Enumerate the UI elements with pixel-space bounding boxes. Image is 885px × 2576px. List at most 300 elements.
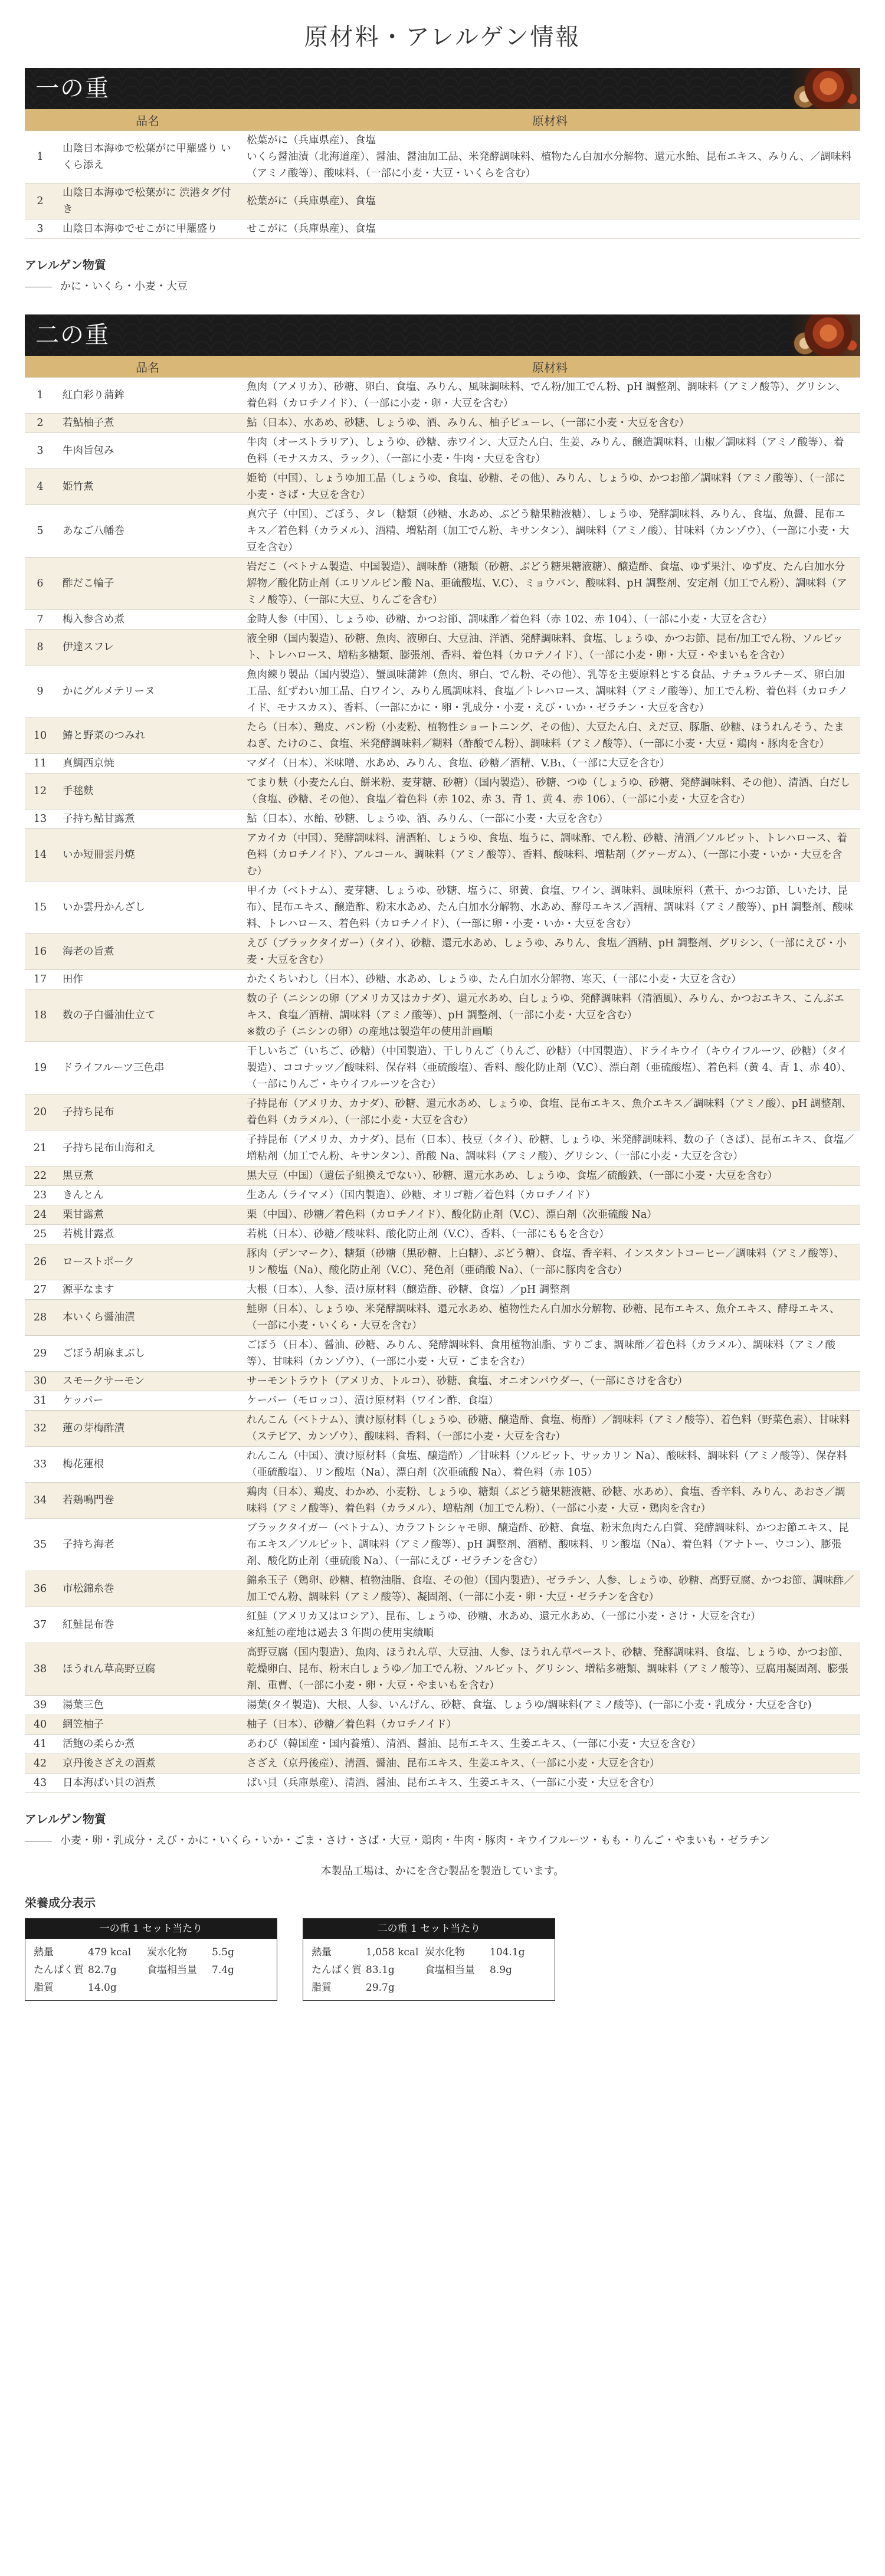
ingredients-text xyxy=(240,610,860,630)
text-line: 京丹後さざえの酒煮 xyxy=(63,1758,156,1769)
text-line: 10 xyxy=(33,730,47,742)
product-name xyxy=(55,1205,240,1225)
text-line: 12 xyxy=(33,785,47,797)
ingredients-text xyxy=(240,1130,860,1166)
text-line: 錦糸玉子（鶏卵、砂糖、植物油脂、食塩、その他）（国内製造）、ゼラチン、人参、しょうゆ、砂糖、高野豆腐、かつお節、調味酢／加工でん粉、調味料（アミノ酸等）、凝固剤、（一部に小麦・卵・大豆・ゼラチンを含む） xyxy=(247,1575,854,1603)
nutrient-label: 熱量 xyxy=(34,1946,54,1958)
ingredients-text xyxy=(240,505,860,558)
row-number xyxy=(25,1754,55,1774)
text-line: 松葉がに（兵庫県産）、食塩 xyxy=(247,195,376,207)
text-line: れんこん（ベトナム）、漬け原材料（しょうゆ、砂糖、醸造酢、食塩、梅酢）／調味料（アミノ酸等）、着色料（野菜色素）、甘味料（ステビア、カンゾウ）、酸味料、香料、（一部に小麦・大豆を含む） xyxy=(247,1414,850,1443)
table-row xyxy=(25,1336,860,1372)
text-line: 24 xyxy=(33,1209,47,1221)
table-row xyxy=(25,1696,860,1715)
text-line: 7 xyxy=(37,614,44,625)
row-number xyxy=(25,809,55,829)
table-row xyxy=(25,131,860,183)
ingredients-text xyxy=(240,1754,860,1774)
column-header-no xyxy=(25,109,55,131)
text-line: スモークサーモン xyxy=(63,1375,145,1387)
ingredients-text xyxy=(240,666,860,718)
product-name xyxy=(55,774,240,809)
ingredients-text xyxy=(240,1696,860,1715)
text-line: 松葉がに（兵庫県産）、食塩 xyxy=(247,135,376,146)
allergen-text: かに・いくら・小麦・大豆 xyxy=(60,280,188,293)
table-row xyxy=(25,610,860,630)
ingredients-text xyxy=(240,718,860,754)
text-line: 38 xyxy=(33,1663,47,1675)
text-line: 1 xyxy=(37,389,44,401)
row-number xyxy=(25,433,55,469)
row-number xyxy=(25,1336,55,1372)
table-row xyxy=(25,1774,860,1793)
text-line: 22 xyxy=(33,1170,47,1182)
row-number xyxy=(25,183,55,219)
text-line: 梅花蓮根 xyxy=(63,1459,104,1470)
section-header-ni xyxy=(25,314,860,356)
text-line: 20 xyxy=(33,1106,47,1118)
text-line: 6 xyxy=(37,578,44,589)
row-number xyxy=(25,378,55,414)
row-number xyxy=(25,1280,55,1300)
text-line: 数の子（ニシンの卵（アメリカ又はカナダ）、還元水あめ、白しょうゆ、発酵調味料（清酒風）、みりん、かつおエキス、こんぶエキス、食塩／酒精、調味料（アミノ酸等）、pH 調整剤、（一部に小麦・大豆を含む） xyxy=(247,993,844,1021)
allergen-list xyxy=(25,1832,860,1850)
product-name xyxy=(55,1571,240,1607)
text-line: 豚肉（デンマーク）、糖類（砂糖（黒砂糖、上白糖）、ぶどう糖）、食塩、香辛料、インスタントコーヒー／調味料（アミノ酸等）、リン酸塩（Na）、酸化防止剤（V.C）、発色剤（亜硝酸 Na）、（一部に豚肉を含む） xyxy=(247,1248,844,1276)
row-number xyxy=(25,1715,55,1735)
text-line: 子持ち鮎甘露煮 xyxy=(63,813,135,825)
table-row xyxy=(25,469,860,505)
product-name xyxy=(55,1754,240,1774)
text-line: 3 xyxy=(37,445,44,457)
text-line: 手毬麩 xyxy=(63,785,94,797)
row-number xyxy=(25,1225,55,1244)
ingredients-text xyxy=(240,1774,860,1793)
table-row xyxy=(25,1130,860,1166)
row-number xyxy=(25,989,55,1042)
text-line: 8 xyxy=(37,641,44,653)
table-row xyxy=(25,1411,860,1447)
row-number xyxy=(25,630,55,666)
nutrient-value: 7.4g xyxy=(212,1964,234,1976)
text-line: 25 xyxy=(33,1228,47,1240)
nutrition-box-title: 一の重 1 セット当たり xyxy=(25,1919,277,1939)
text-line: 23 xyxy=(33,1189,47,1201)
text-line: 32 xyxy=(33,1423,47,1434)
product-name xyxy=(55,469,240,505)
text-line: 海老の旨煮 xyxy=(63,946,114,958)
text-line: 14 xyxy=(33,849,47,861)
text-line: 鮎（日本）、水飴、砂糖、しょうゆ、酒、みりん、（一部に小麦・大豆を含む） xyxy=(247,813,608,825)
row-number xyxy=(25,1391,55,1411)
nutrient-value: 8.9g xyxy=(490,1964,512,1976)
table-row xyxy=(25,754,860,774)
text-line: 19 xyxy=(33,1062,47,1074)
row-number xyxy=(25,1447,55,1483)
product-name xyxy=(55,1774,240,1793)
row-number xyxy=(25,414,55,433)
product-name xyxy=(55,1130,240,1166)
text-line: 黒大豆（中国）（遺伝子組換えでない）、砂糖、還元水あめ、しょうゆ、食塩／硫酸鉄、（一部に小麦・大豆を含む） xyxy=(247,1170,778,1182)
text-line: 5 xyxy=(37,525,44,537)
table-row xyxy=(25,989,860,1042)
product-name xyxy=(55,1042,240,1094)
text-line: 鰆と野菜のつみれ xyxy=(63,730,145,742)
table-row xyxy=(25,1571,860,1607)
product-name xyxy=(55,1300,240,1336)
ingredients-text xyxy=(240,1280,860,1300)
product-name xyxy=(55,183,240,219)
text-line: 36 xyxy=(33,1583,47,1595)
text-line: 34 xyxy=(33,1495,47,1506)
text-line: 田作 xyxy=(63,974,83,985)
product-name xyxy=(55,1094,240,1130)
ingredients-text xyxy=(240,829,860,881)
ingredients-text xyxy=(240,1571,860,1607)
text-line: 黒豆煮 xyxy=(63,1170,94,1182)
text-line: 1 xyxy=(37,151,44,163)
product-name xyxy=(55,754,240,774)
ingredients-text xyxy=(240,131,860,183)
text-line: ドライフルーツ三色串 xyxy=(63,1062,165,1074)
product-name xyxy=(55,1715,240,1735)
nutrient-value: 29.7g xyxy=(366,1982,395,1994)
nutrition-row xyxy=(34,1961,268,1979)
product-name xyxy=(55,1186,240,1205)
text-line: 干しいちご（いちご、砂糖）（中国製造）、干しりんご（りんご、砂糖）（中国製造）、ドライキウイ（キウイフルーツ、砂糖）（タイ製造）、ココナッツ／酸味料、保存料（亜硫酸塩）、香料、酸化防止剤（V.C）、漂白剤（亜硫酸塩）、着色料（黄 4、青 1、赤 40）、（一部にりんご・キウイフルーツを含む） xyxy=(247,1046,852,1090)
nutrition-row xyxy=(312,1979,546,1997)
nutrition-box-body xyxy=(303,1939,555,2000)
ingredients-table-ni xyxy=(25,356,860,1793)
row-number xyxy=(25,131,55,183)
text-line: あなご八幡巻 xyxy=(63,525,124,537)
column-header-name: 品名 xyxy=(55,356,240,378)
text-line: 42 xyxy=(33,1758,47,1769)
row-number xyxy=(25,970,55,989)
ingredients-text xyxy=(240,630,860,666)
nutrient-label xyxy=(425,1979,490,1997)
nutrient-label: たんぱく質 xyxy=(34,1964,84,1976)
row-number xyxy=(25,829,55,881)
table-row xyxy=(25,881,860,934)
text-line: 43 xyxy=(33,1777,47,1789)
table-row xyxy=(25,809,860,829)
row-number xyxy=(25,1607,55,1643)
row-number xyxy=(25,558,55,610)
product-name xyxy=(55,1519,240,1571)
text-line: たら（日本）、鶏皮、パン粉（小麦粉、植物性ショートニング、その他）、大豆たん白、えだ豆、豚脂、砂糖、ほうれんそう、たまねぎ、たけのこ、食塩、米発酵調味料／糊料（酢酸でん粉）、調味料（アミノ酸等）、（一部に小麦・大豆・鶏肉・豚肉を含む） xyxy=(247,722,844,750)
nutrient-value: 1,058 kcal xyxy=(366,1946,419,1958)
nutrient-label xyxy=(147,1979,212,1997)
text-line: 柚子（日本）、砂糖／着色料（カロチノイド） xyxy=(247,1719,457,1731)
text-line: いか短冊雲丹焼 xyxy=(63,849,135,861)
table-row xyxy=(25,829,860,881)
row-number xyxy=(25,934,55,970)
text-line: 子持ち海老 xyxy=(63,1539,114,1551)
text-line: 液全卵（国内製造）、砂糖、魚肉、液卵白、大豆油、洋酒、発酵調味料、食塩、しょうゆ、かつお節、昆布/加工でん粉、ソルビット、トレハロース、増粘多糖類、膨張剤、香料、着色料（カロテノイド）、（一部に小麦・卵・大豆・やまいもを含む） xyxy=(247,633,843,661)
text-line: 鮎（日本）、水あめ、砂糖、しょうゆ、酒、みりん、柚子ピューレ、（一部に小麦・大豆を含む） xyxy=(247,417,690,429)
ingredients-text xyxy=(240,1447,860,1483)
table-row xyxy=(25,1372,860,1391)
text-line: 子持昆布（アメリカ、カナダ）、昆布（日本）、枝豆（タイ）、砂糖、しょうゆ、米発酵調味料、数の子（さば）、昆布エキス、食塩／増粘剤（加工でん粉、キサンタン）、酢酸 Na、調味料（アミノ酸）、グリシン、（一部に小麦・大豆を含む） xyxy=(247,1134,854,1162)
text-line: 金時人参（中国）、しょうゆ、砂糖、かつお節、調味酢／着色料（赤 102、赤 104）、（一部に小麦・大豆を含む） xyxy=(247,614,772,625)
row-number xyxy=(25,754,55,774)
nutrient-label: たんぱく質 xyxy=(312,1964,362,1976)
section-title: 一の重 xyxy=(35,75,110,102)
text-line: 35 xyxy=(33,1539,47,1551)
table-row xyxy=(25,774,860,809)
ingredients-text xyxy=(240,881,860,934)
nutrient-value: 104.1g xyxy=(490,1946,525,1958)
text-line: 本いくら醤油漬 xyxy=(63,1312,135,1323)
text-line: 牛肉（オーストラリア）、しょうゆ、砂糖、赤ワイン、大豆たん白、生姜、みりん、醸造調味料、山椒／調味料（アミノ酸等）、着色料（モナスカス、ラック）、（一部に小麦・牛肉・大豆を含む） xyxy=(247,437,844,465)
table-row xyxy=(25,1483,860,1519)
row-number xyxy=(25,1094,55,1130)
nutrition-box-ichi xyxy=(25,1918,277,2001)
text-line: 真鯛西京焼 xyxy=(63,758,114,769)
text-line: 33 xyxy=(33,1459,47,1470)
ingredients-text xyxy=(240,183,860,219)
text-line: ※紅鮭の産地は過去 3 年間の使用実績順 xyxy=(247,1627,434,1639)
ingredients-text xyxy=(240,754,860,774)
product-name xyxy=(55,1643,240,1696)
product-name xyxy=(55,989,240,1042)
ingredients-text xyxy=(240,558,860,610)
row-number xyxy=(25,881,55,934)
product-name xyxy=(55,1280,240,1300)
table-row xyxy=(25,1280,860,1300)
table-row xyxy=(25,1735,860,1754)
nutrient-label: 脂質 xyxy=(312,1982,332,1994)
column-header-no xyxy=(25,356,55,378)
table-row xyxy=(25,1042,860,1094)
row-number xyxy=(25,1696,55,1715)
row-number xyxy=(25,1166,55,1186)
text-line: ごぼう胡麻まぶし xyxy=(63,1348,145,1359)
text-line: 2 xyxy=(37,195,44,207)
nutrient-label: 食塩相当量 xyxy=(147,1964,197,1976)
text-line: サーモントラウト（アメリカ、トルコ）、砂糖、食塩、オニオンパウダー、（一部にさけを含む） xyxy=(247,1375,688,1387)
table-row xyxy=(25,970,860,989)
text-line: ごぼう（日本）、醤油、砂糖、みりん、発酵調味料、食用植物油脂、すりごま、調味酢／着色料（カラメル）、調味料（アミノ酸等）、甘味料（カンゾウ）、（一部に小麦・大豆・ごまを含む） xyxy=(247,1339,836,1368)
product-name xyxy=(55,809,240,829)
ingredients-text xyxy=(240,1042,860,1094)
text-line: 山陰日本海ゆでせこがに甲羅盛り xyxy=(63,223,218,235)
text-line: 岩だこ（ベトナム製造、中国製造）、調味酢（糖類（砂糖、ぶどう糖果糖液糖）、醸造酢、食塩、ゆず果汁、ゆず皮、たん白加水分解物／酸化防止剤（エリソルビン酸 Na、亜硫酸塩、V.C）、ミョウバン、酸味料、pH 調整剤、安定剤（加工でん粉）、調味料（アミノ酸等）、（一部に大豆、りんごを含む） xyxy=(247,561,847,606)
column-header-name: 品名 xyxy=(55,109,240,131)
table-row xyxy=(25,1300,860,1336)
product-name xyxy=(55,1166,240,1186)
text-line: 網笠柚子 xyxy=(63,1719,104,1731)
row-number xyxy=(25,1042,55,1094)
food-photo-icon xyxy=(789,68,860,109)
text-line: 栗（中国）、砂糖／着色料（カロチノイド）、酸化防止剤（V.C）、漂白剤（次亜硫酸 Na） xyxy=(247,1209,657,1221)
ingredients-text xyxy=(240,1519,860,1571)
text-line: 紅鮭（アメリカ又はロシア）、昆布、しょうゆ、砂糖、水あめ、還元水あめ、（一部に小麦・さけ・大豆を含む） xyxy=(247,1611,761,1623)
text-line: 魚肉練り製品（国内製造）、蟹風味蒲鉾（魚肉、卵白、でん粉、その他）、乳等を主要原料とする食品、ナチュラルチーズ、卵白加工品、紅ずわい加工品、白ワイン、みりん風調味料、食塩／トレハロース、調味料（アミノ酸等）、加工でん粉、着色料（カロチノイド、モナスカス）、香料、（一部にかに・卵・乳成分・小麦・えび・いか・ゼラチン・大豆を含む） xyxy=(247,669,848,714)
ingredients-text xyxy=(240,934,860,970)
text-line: 生あん（ライマメ）（国内製造）、砂糖、オリゴ糖／着色料（カロチノイド） xyxy=(247,1189,596,1201)
text-line: アカイカ（中国）、発酵調味料、清酒粕、しょうゆ、食塩、塩うに、調味酢、でん粉、砂糖、清酒／ソルビット、トレハロース、着色料（カロチノイド）、アルコール、調味料（アミノ酸等）、香料、酸味料、増粘剤（グァーガム）、（一部に小麦・いか・大豆を含む） xyxy=(247,833,847,877)
ingredients-text xyxy=(240,809,860,829)
table-row xyxy=(25,1166,860,1186)
product-name xyxy=(55,505,240,558)
nutrient-label: 炭水化物 xyxy=(425,1946,465,1958)
text-line: ケッパー xyxy=(63,1395,104,1407)
text-line: 11 xyxy=(33,758,47,769)
text-line: 牛肉旨包み xyxy=(63,445,114,457)
row-number xyxy=(25,610,55,630)
ingredients-text xyxy=(240,1715,860,1735)
text-line: 魚肉（アメリカ）、砂糖、卵白、食塩、みりん、風味調味料、でん粉/加工でん粉、pH 調整剤、調味料（アミノ酸等）、グリシン、着色料（カロチノイド）、（一部に小麦・卵・大豆を含む） xyxy=(247,381,846,409)
text-line: 市松錦糸巻 xyxy=(63,1583,114,1595)
text-line: 数の子白醤油仕立て xyxy=(63,1010,156,1021)
ingredients-text xyxy=(240,219,860,239)
product-name xyxy=(55,558,240,610)
table-row xyxy=(25,718,860,754)
row-number xyxy=(25,1130,55,1166)
table-row xyxy=(25,1186,860,1205)
ingredients-text xyxy=(240,1607,860,1643)
text-line: 子持ち昆布 xyxy=(63,1106,114,1118)
table-row xyxy=(25,414,860,433)
text-line: 湯葉三色 xyxy=(63,1699,104,1711)
product-name xyxy=(55,1372,240,1391)
text-line: 紅白彩り蒲鉾 xyxy=(63,389,124,401)
product-name xyxy=(55,1244,240,1280)
nutrient-label: 食塩相当量 xyxy=(425,1964,475,1976)
ingredients-text xyxy=(240,1205,860,1225)
ingredients-text xyxy=(240,1391,860,1411)
table-row xyxy=(25,183,860,219)
table-row xyxy=(25,378,860,414)
text-line: 日本海ばい貝の酒煮 xyxy=(63,1777,156,1789)
ingredients-text xyxy=(240,1483,860,1519)
text-line: 若桃（日本）、砂糖／酸味料、酸化防止剤（V.C）、香料、（一部にももを含む） xyxy=(247,1228,609,1240)
nutrient-value xyxy=(490,1979,543,1997)
product-name xyxy=(55,1336,240,1372)
allergen-heading: アレルゲン物質 xyxy=(25,258,106,272)
text-line: きんとん xyxy=(63,1189,104,1201)
text-line: 2 xyxy=(37,417,44,429)
product-name xyxy=(55,1696,240,1715)
product-name xyxy=(55,934,240,970)
text-line: 湯葉(タイ製造)、大根、人参、いんげん、砂糖、食塩、しょうゆ/調味料(アミノ酸等)、(一部に小麦・乳成分・大豆を含む) xyxy=(247,1699,812,1711)
nutrient-value xyxy=(212,1979,265,1997)
column-header-ingredients: 原材料 xyxy=(240,109,860,131)
table-row xyxy=(25,666,860,718)
table-row xyxy=(25,1094,860,1130)
ingredients-text xyxy=(240,1225,860,1244)
table-row xyxy=(25,1391,860,1411)
text-line: ケーパー（モロッコ）、漬け原材料（ワイン酢、食塩） xyxy=(247,1395,499,1407)
text-line: ローストポーク xyxy=(63,1256,135,1268)
table-row xyxy=(25,1225,860,1244)
nutrition-heading: 栄養成分表示 xyxy=(25,1896,96,1910)
text-line: 紅鮭昆布巻 xyxy=(63,1619,114,1631)
text-line: えび（ブラックタイガー）（タイ）、砂糖、還元水あめ、しょうゆ、みりん、食塩／酒精、pH 調整剤、グリシン、（一部にえび・小麦・大豆を含む） xyxy=(247,938,847,966)
text-line: 酢だこ輪子 xyxy=(63,578,114,589)
product-name xyxy=(55,1447,240,1483)
text-line: ブラックタイガー（ベトナム）、カラフトシシャモ卵、醸造酢、砂糖、食塩、粉末魚肉たん白質、発酵調味料、かつお節エキス、昆布エキス／ソルビット、調味料（アミノ酸等）、pH 調整剤、酒精、酸味料、リン酸塩（Na）、着色料（アナトー、ウコン）、膨張剤、酸化防止剤（亜硫酸 Na）、（一部にえび・ゼラチンを含む） xyxy=(247,1522,849,1567)
text-line: せこがに（兵庫県産）、食塩 xyxy=(247,223,376,235)
ingredients-text xyxy=(240,970,860,989)
text-line: 栗甘露煮 xyxy=(63,1209,104,1221)
product-name xyxy=(55,1391,240,1411)
text-line: 30 xyxy=(33,1375,47,1387)
ingredients-text xyxy=(240,1735,860,1754)
text-line: 山陰日本海ゆで松葉がに甲羅盛り いくら添え xyxy=(63,143,231,171)
nutrient-label: 脂質 xyxy=(34,1982,54,1994)
text-line: かにグルメテリーヌ xyxy=(63,686,155,697)
product-name xyxy=(55,1411,240,1447)
product-name xyxy=(55,378,240,414)
table-row xyxy=(25,1715,860,1735)
text-line: いくら醤油漬（北海道産）、醤油、醤油加工品、米発酵調味料、植物たん白加水分解物、還元水飴、昆布エキス、みりん、／調味料（アミノ酸等）、酸味料、（一部に小麦・大豆・いくらを含む） xyxy=(247,151,851,179)
ingredients-text xyxy=(240,1300,860,1336)
row-number xyxy=(25,1205,55,1225)
row-number xyxy=(25,1186,55,1205)
table-row xyxy=(25,219,860,239)
text-line: ばい貝（兵庫県産）、清酒、醤油、昆布エキス、生姜エキス、（一部に小麦・大豆を含む） xyxy=(247,1777,660,1789)
text-line: 大根（日本）、人参、漬け原材料（醸造酢、砂糖、食塩）／pH 調整剤 xyxy=(247,1284,571,1296)
ingredients-text xyxy=(240,1643,860,1696)
text-line: 40 xyxy=(33,1719,47,1731)
ingredients-text xyxy=(240,989,860,1042)
text-line: 子持ち昆布山海和え xyxy=(63,1142,156,1154)
nutrient-label: 炭水化物 xyxy=(147,1946,187,1958)
text-line: 真穴子（中国）、ごぼう、タレ（糖類（砂糖、水あめ、ぶどう糖果糖液糖）、しょうゆ、発酵調味料、みりん、食塩、魚醤、昆布エキス／着色料（カラメル）、酒精、増粘剤（加工でん粉、キサンタン）、調味料（アミノ酸）、甘味料（カンゾウ）、（一部に小麦・大豆を含む） xyxy=(247,509,850,553)
text-line: 39 xyxy=(33,1699,47,1711)
row-number xyxy=(25,1300,55,1336)
ingredients-text xyxy=(240,433,860,469)
text-line: 梅入参含め煮 xyxy=(63,614,124,625)
text-line: 鮭卵（日本）、しょうゆ、米発酵調味料、還元水あめ、植物性たん白加水分解物、砂糖、昆布エキス、魚介エキス、酵母エキス、（一部に小麦・いくら・大豆を含む） xyxy=(247,1303,840,1332)
text-line: 姫竹煮 xyxy=(63,481,94,493)
allergen-block-ni xyxy=(25,1810,860,1850)
product-name xyxy=(55,1225,240,1244)
text-line: 若鶏鳴門巻 xyxy=(63,1495,114,1506)
row-number xyxy=(25,1372,55,1391)
text-line: 29 xyxy=(33,1348,47,1359)
table-row xyxy=(25,1205,860,1225)
product-name xyxy=(55,219,240,239)
row-number xyxy=(25,1571,55,1607)
product-name xyxy=(55,829,240,881)
table-row xyxy=(25,558,860,610)
product-name xyxy=(55,1607,240,1643)
text-line: 山陰日本海ゆで松葉がに 渋港タグ付き xyxy=(63,187,231,215)
table-row xyxy=(25,505,860,558)
ingredients-text xyxy=(240,1411,860,1447)
text-line: 高野豆腐（国内製造）、魚肉、ほうれん草、大豆油、人参、ほうれん草ペースト、砂糖、発酵調味料、食塩、しょうゆ、かつお節、乾燥卵白、昆布、粉末白しょうゆ／加工でん粉、ソルビット、グリシン、増粘多糖類、調味料（アミノ酸等）、豆腐用凝固剤、膨張剤、重曹、（一部に小麦・卵・大豆・やまいもを含む） xyxy=(247,1647,849,1692)
text-line: 鶏肉（日本）、鶏皮、わかめ、小麦粉、しょうゆ、糖類（ぶどう糖果糖液糖、砂糖、水あめ）、食塩、香辛料、みりん、あおさ／調味料（アミノ酸等）、着色料（カラメル）、増粘剤（加工でん粉）、（一部に小麦・大豆・鶏肉を含む） xyxy=(247,1486,845,1515)
row-number xyxy=(25,1519,55,1571)
table-row xyxy=(25,1447,860,1483)
product-name xyxy=(55,881,240,934)
row-number xyxy=(25,1774,55,1793)
text-line: さざえ（京丹後産）、清酒、醤油、昆布エキス、生姜エキス、（一部に小麦・大豆を含む） xyxy=(247,1758,660,1769)
ingredients-text xyxy=(240,414,860,433)
row-number xyxy=(25,1483,55,1519)
nutrition-row xyxy=(34,1944,268,1961)
ingredients-text xyxy=(240,378,860,414)
text-line: いか雲丹かんざし xyxy=(63,902,145,913)
section-header-ichi xyxy=(25,68,860,109)
page-title: 原材料・アレルゲン情報 xyxy=(304,24,581,51)
text-line: 活鮑の柔らか煮 xyxy=(63,1738,135,1750)
text-line: かたくちいわし（日本）、砂糖、水あめ、しょうゆ、たん白加水分解物、寒天、（一部に小麦・大豆を含む） xyxy=(247,974,742,985)
